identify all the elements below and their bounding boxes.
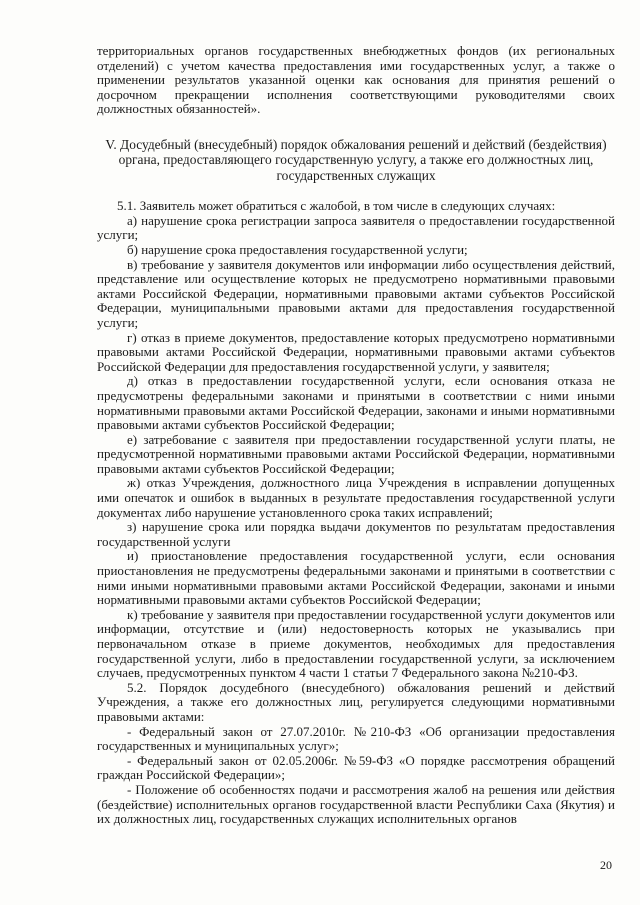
regulation-item: - Положение об особенностях подачи и рассмотрения жалоб на решения или действия (бездействие) исполнительных органов государственной власти Республики Саха (Якутия) и их должностных лиц, государственных служащих исполнительных органов (97, 781, 615, 827)
intro-paragraph: территориальных органов государственных внебюджетных фондов (их региональных отделений) с учетом качества предоставления ими государственных услуг, а также о применении результатов указанной оценки как основания для принятия решений о досрочном прекращении исполнения соответствующими руководителями своих должностных обязанностей». (97, 43, 615, 117)
law-item-210: - Федеральный закон от 27.07.2010г. №210-ФЗ «Об организации предоставления государственных и муниципальных услуг»; (97, 723, 615, 754)
law-item-59: - Федеральный закон от 02.05.2006г. №59-ФЗ «О порядке рассмотрения обращений граждан Российской Федерации»; (97, 752, 615, 783)
item-z: з) нарушение срока или порядка выдачи документов по результатам предоставления государственной услуги (97, 519, 615, 549)
item-zh: ж) отказ Учреждения, должностного лица Учреждения в исправлении допущенных ими опечаток и ошибок в выданных в результате предоставления государственной услуги документах либо нарушение установленного срока таких исправлений; (97, 475, 615, 520)
item-i: и) приостановление предоставления государственной услуги, если основания приостановления не предусмотрены федеральными законами и принятыми в соответствии с ними иными нормативными правовыми актами Российской Федерации, законами и иными нормативными правовыми актами субъектов Российской Федерации; (97, 548, 615, 608)
paragraph-5-2: 5.2. Порядок досудебного (внесудебного) обжалования решений и действий Учреждения, а также его должностных лиц, регулируется следующими нормативными правовыми актами: (97, 679, 615, 724)
paragraph-5-1: 5.1. Заявитель может обратиться с жалобой, в том числе в следующих случаях: (117, 198, 556, 214)
section-heading: V. Досудебный (внесудебный) порядок обжалования решений и действий (бездействия) органа, предоставляющего государственную услугу, а также его должностных лиц, государственных служащих (105, 136, 607, 183)
document-body (97, 44, 615, 827)
item-g: г) отказ в приеме документов, предоставление которых предусмотрено нормативными правовыми актами Российской Федерации, нормативными правовыми актами субъектов Российской Федерации для предоставления государственной услуги, у заявителя; (97, 329, 615, 374)
item-b: б) нарушение срока предоставления государственной услуги; (127, 241, 468, 257)
item-d: д) отказ в предоставлении государственной услуги, если основания отказа не предусмотрены федеральными законами и принятыми в соответствии с ними иными нормативными правовыми актами Российской Федерации, законами и иными нормативными правовыми актами субъектов Российской Федерации; (97, 373, 615, 433)
item-k: к) требование у заявителя при предоставлении государственной услуги документов или информации, отсутствие и (или) недостоверность которых не указывались при первоначальном отказе в приеме документов, необходимых для предоставления государственной услуги, либо в предоставлении государственной услуги, за исключением случаев, предусмотренных пунктом 4 части 1 статьи 7 Федерального закона №210-ФЗ. (97, 606, 615, 681)
item-a: а) нарушение срока регистрации запроса заявителя о предоставлении государственной услуги; (97, 212, 615, 243)
item-v: в) требование у заявителя документов или информации либо осуществления действий, представление или осуществление которых не предусмотрено нормативными правовыми актами Российской Федерации, нормативными правовыми актами субъектов Российской Федерации, муниципальными правовыми актами для предоставления государственной услуги; (97, 256, 615, 330)
page-number: 20 (600, 858, 612, 872)
item-e: е) затребование с заявителя при предоставлении государственной услуги платы, не предусмотренной нормативными правовыми актами Российской Федерации, нормативными правовыми актами субъектов Российской Федерации; (97, 431, 615, 476)
